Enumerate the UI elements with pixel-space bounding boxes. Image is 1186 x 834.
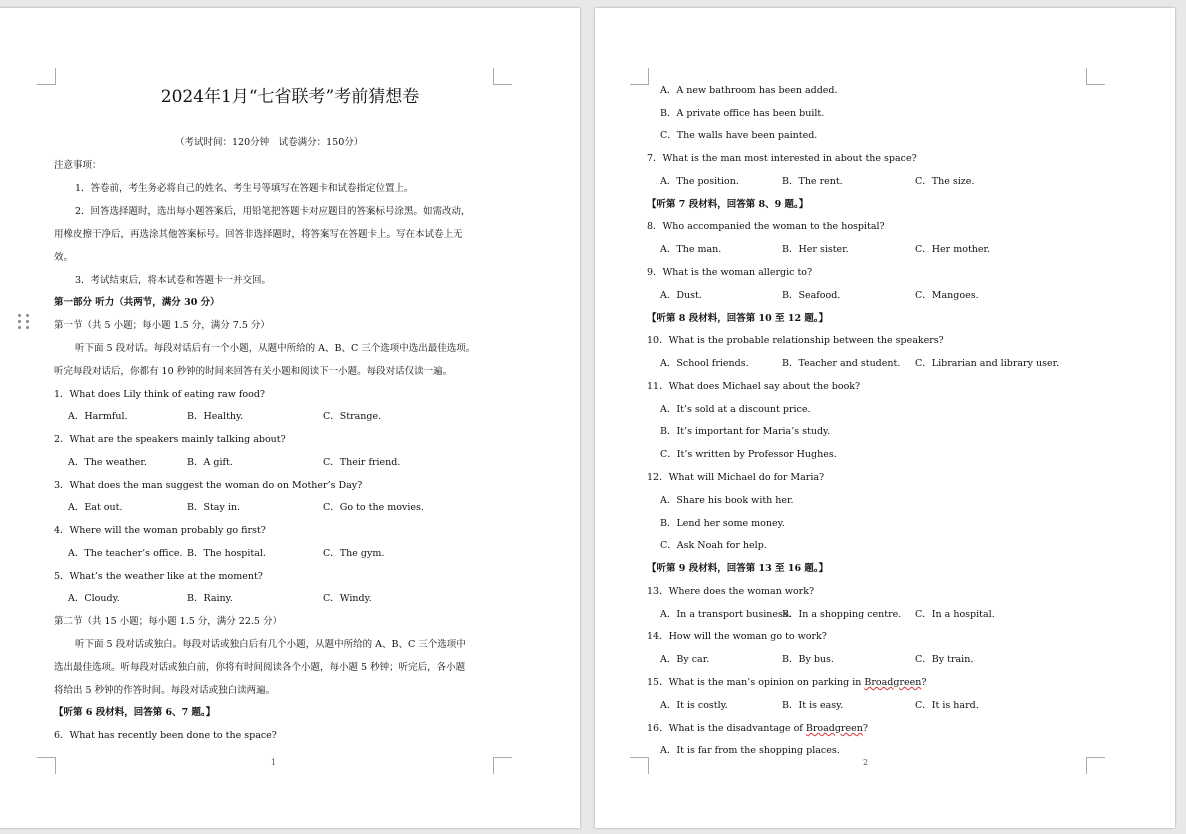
option: C．Librarian and library user.: [915, 358, 1060, 369]
option: A．Harmful.: [68, 411, 128, 422]
option: A．By car.: [660, 654, 710, 665]
notice-item: 1．答卷前，考生务必将自己的姓名、考生号等填写在答题卡和试卷指定位置上。: [75, 183, 414, 194]
page-2-body[interactable]: [595, 8, 1175, 828]
page-title: 2024年1月“七省联考”考前猜想卷: [160, 87, 420, 107]
option: B．Her sister.: [782, 244, 849, 255]
option: C．Ask Noah for help.: [660, 540, 767, 551]
question-1: 1．What does Lily think of eating raw food?: [54, 389, 265, 400]
question-7: 7．What is the man most interested in about the space?: [647, 153, 917, 164]
section-instructions: 听下面 5 段对话或独白。每段对话或独白后有几个小题，从题中所给的 A、B、C 三个选项中: [75, 639, 466, 650]
option: B．Stay in.: [187, 502, 241, 513]
question-10: 10．What is the probable relationship between the speakers?: [647, 335, 944, 346]
part-heading: 第一部分 听力（共两节，满分 30 分）: [54, 297, 220, 308]
spellcheck-word[interactable]: Broadgreen: [864, 677, 922, 688]
page-number: 2: [863, 758, 869, 767]
option: C．Windy.: [323, 593, 372, 604]
option: A．Dust.: [660, 290, 702, 301]
option: B．Teacher and student.: [782, 358, 901, 369]
notice-heading: 注意事项：: [54, 160, 102, 171]
option: C．Go to the movies.: [323, 502, 424, 513]
question-6: 6．What has recently been done to the space?: [54, 730, 277, 741]
question-text: ?: [862, 723, 868, 734]
option: A．The teacher’s office.: [68, 548, 183, 559]
option: A．A new bathroom has been added.: [660, 85, 838, 96]
question-16: [647, 722, 868, 735]
option: C．The size.: [915, 176, 975, 187]
option: B．The hospital.: [187, 548, 266, 559]
option: A．It’s sold at a discount price.: [660, 404, 811, 415]
option: A．The man.: [660, 244, 722, 255]
page-1-body[interactable]: [0, 8, 580, 828]
section-heading: 第二节（共 15 小题；每小题 1.5 分，满分 22.5 分）: [54, 616, 282, 627]
document-page-1: [0, 8, 580, 828]
option: A．Share his book with her.: [660, 495, 794, 506]
option: A．The position.: [660, 176, 739, 187]
section-instructions: 将给出 5 秒钟的作答时间。每段对话或独白读两遍。: [54, 685, 276, 696]
material-heading: 【听第 9 段材料，回答第 13 至 16 题。】: [647, 563, 829, 574]
option: B．A gift.: [187, 457, 233, 468]
question-9: 9．What is the woman allergic to?: [647, 267, 813, 278]
option: A．School friends.: [660, 358, 749, 369]
spellcheck-word[interactable]: Broadgreen: [805, 723, 863, 734]
option: C．It’s written by Professor Hughes.: [660, 449, 837, 460]
option: B．It’s important for Maria’s study.: [660, 426, 831, 437]
option: C．In a hospital.: [915, 609, 995, 620]
exam-info: （考试时间：120分钟 试卷满分：150分）: [175, 137, 364, 148]
question-13: 13．Where does the woman work?: [647, 586, 815, 597]
question-15: [647, 676, 926, 689]
notice-item: 效。: [54, 252, 74, 263]
question-14: 14．How will the woman go to work?: [647, 631, 827, 642]
question-8: 8．Who accompanied the woman to the hospital?: [647, 221, 885, 232]
question-11: 11．What does Michael say about the book?: [647, 381, 861, 392]
option: C．By train.: [915, 654, 974, 665]
section-heading: 第一节（共 5 小题；每小题 1.5 分，满分 7.5 分）: [54, 320, 270, 331]
option: B．By bus.: [782, 654, 834, 665]
notice-item: 3．考试结束后，将本试卷和答题卡一并交回。: [75, 275, 272, 286]
option: A．Eat out.: [68, 502, 123, 513]
option: C．The walls have been painted.: [660, 130, 818, 141]
notice-item: 用橡皮擦干净后，再选涂其他答案标号。回答非选择题时，将答案写在答题卡上。写在本试卷上无: [54, 229, 463, 240]
option: C．Strange.: [323, 411, 382, 422]
question-3: 3．What does the man suggest the woman do on Mother’s Day?: [54, 480, 363, 491]
question-text: 16．What is the disadvantage of: [647, 723, 806, 734]
option: B．Healthy.: [187, 411, 244, 422]
option: A．It is costly.: [660, 700, 728, 711]
option: C．The gym.: [323, 548, 385, 559]
option: B．The rent.: [782, 176, 843, 187]
option: A．In a transport business.: [660, 609, 791, 620]
material-heading: 【听第 6 段材料，回答第 6、7 题。】: [54, 707, 216, 718]
option: C．Mangoes.: [915, 290, 979, 301]
section-instructions: 选出最佳选项。听每段对话或独白前，你将有时间阅读各个小题，每小题 5 秒钟；听完后，各小题: [54, 662, 466, 673]
option: A．The weather.: [68, 457, 147, 468]
material-heading: 【听第 7 段材料，回答第 8、9 题。】: [647, 199, 809, 210]
option: B．It is easy.: [782, 700, 844, 711]
option: B．A private office has been built.: [660, 108, 825, 119]
option: C．Their friend.: [323, 457, 401, 468]
option: B．Lend her some money.: [660, 518, 785, 529]
section-instructions: 听完每段对话后，你都有 10 秒钟的时间来回答有关小题和阅读下一小题。每段对话仅读一遍。: [54, 366, 453, 377]
question-4: 4．Where will the woman probably go first?: [54, 525, 266, 536]
option: B．In a shopping centre.: [782, 609, 902, 620]
option: A．It is far from the shopping places.: [660, 745, 840, 756]
option: A．Cloudy.: [68, 593, 120, 604]
option: C．Her mother.: [915, 244, 991, 255]
option: B．Rainy.: [187, 593, 233, 604]
question-5: 5．What’s the weather like at the moment?: [54, 571, 263, 582]
section-instructions: 听下面 5 段对话。每段对话后有一个小题，从题中所给的 A、B、C 三个选项中选出最佳选项。: [75, 343, 476, 354]
material-heading: 【听第 8 段材料，回答第 10 至 12 题。】: [647, 313, 829, 324]
page-number: 1: [271, 758, 277, 767]
question-text: 15．What is the man’s opinion on parking in: [647, 677, 865, 688]
option: C．It is hard.: [915, 700, 979, 711]
question-text: ?: [921, 677, 927, 688]
question-12: 12．What will Michael do for Maria?: [647, 472, 825, 483]
question-2: 2．What are the speakers mainly talking about?: [54, 434, 286, 445]
notice-item: 2．回答选择题时，选出每小题答案后，用铅笔把答题卡对应题目的答案标号涂黑。如需改动，: [75, 206, 471, 217]
document-page-2: [595, 8, 1175, 828]
option: B．Seafood.: [782, 290, 841, 301]
